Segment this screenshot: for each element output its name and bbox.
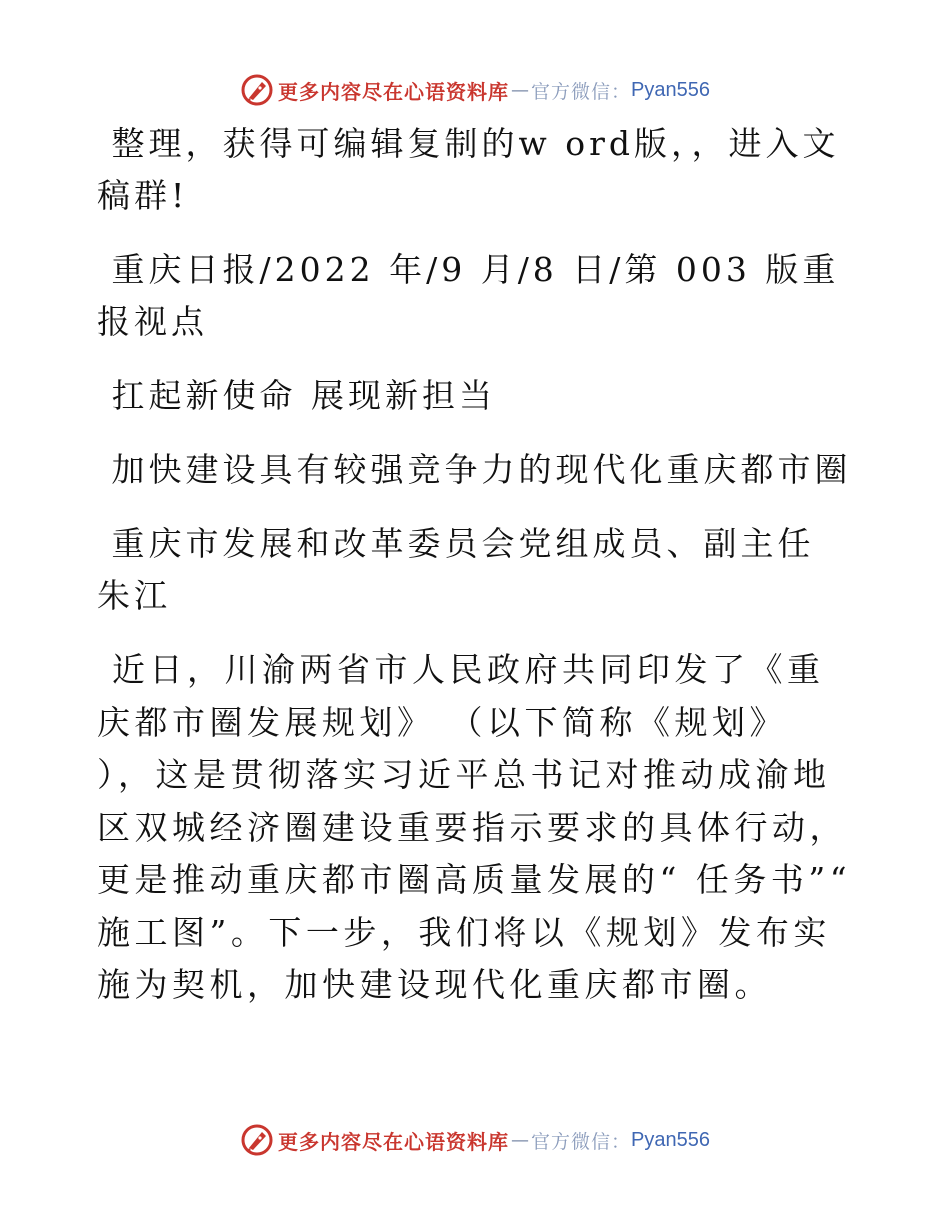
- document-body: [97, 118, 867, 1034]
- article-subheadline: 加快建设具有较强竞争力的现代化重庆都市圈: [97, 450, 852, 489]
- banner-brand-text: 更多内容尽在心语资料库: [278, 79, 509, 104]
- banner-wechat-account: Pyan556: [631, 78, 710, 101]
- article-headline: 扛起新使命 展现新担当: [97, 376, 496, 415]
- banner-wechat-account: Pyan556: [631, 1128, 710, 1151]
- author-line: 重庆市发展和改革委员会党组成员、副主任 朱江: [97, 524, 858, 615]
- pen-nib-logo-icon: [240, 1123, 274, 1157]
- source-line: 重庆日报/2022 年/9 月/8 日/第 003 版重报视点: [97, 250, 840, 341]
- banner-brand-text: 更多内容尽在心语资料库: [278, 1129, 509, 1154]
- banner-dash: —: [511, 79, 529, 101]
- banner-wechat-label: 官方微信：: [531, 80, 632, 103]
- pen-nib-logo-icon: [240, 73, 274, 107]
- intro-note: 整理，获得可编辑复制的w ord版，，进入文稿群!: [97, 124, 840, 215]
- banner-dash: —: [511, 1129, 529, 1151]
- header-watermark-banner: [0, 70, 950, 110]
- article-body-paragraph: 近日，川渝两省市人民政府共同印发了《重庆都市圈发展规划》 （以下简称《规划》 ），这是贯彻落实习近平总书记对推动成渝地区双城经济圈建设重要指示要求的具体行动，更是推动重庆都市圈高质量发展的“ 任务书”“ 施工图”。下一步，我们将以《规划》发布实施为契机，加快建设现代化重庆都市圈。: [97, 650, 867, 1004]
- footer-watermark-banner: [0, 1120, 950, 1160]
- banner-wechat-label: 官方微信：: [531, 1130, 632, 1153]
